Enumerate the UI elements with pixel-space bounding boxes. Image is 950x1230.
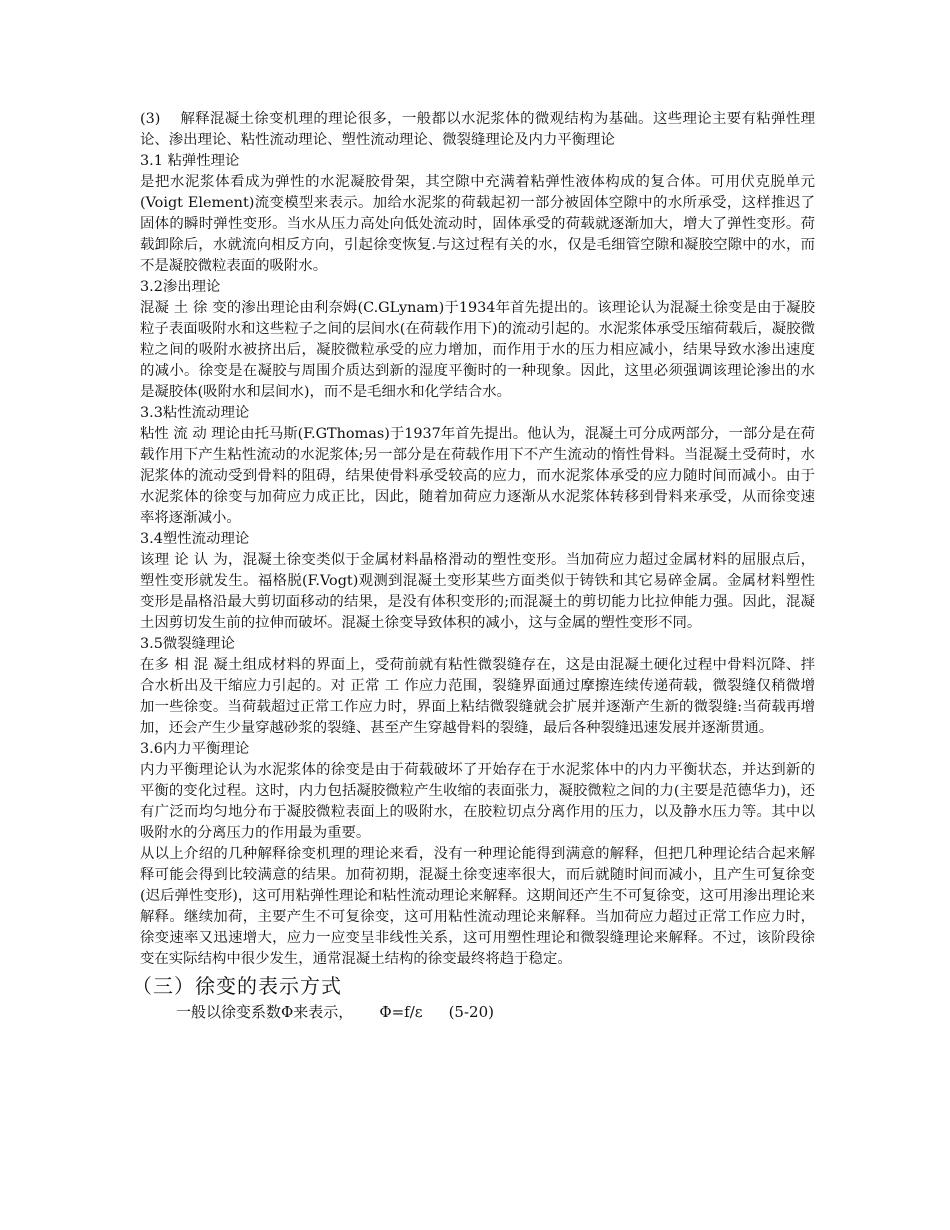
summary-paragraph: 从以上介绍的几种解释徐变机理的理论来看，没有一种理论能得到满意的解释，但把几种理论结合起来解释可能会得到比较满意的结果。加荷初期，混凝土徐变速率很大，而后就随时间而减小，且产生可复徐变(迟后弹性变形)，这可用粘弹性理论和粘性流动理论来解释。这期间还产生不可复徐变，这可用渗出理论来解释。继续加荷，主要产生不可复徐变，这可用粘性流动理论来解释。当加荷应力超过正常工作应力时，徐变速率又迅速增大，应力一应变呈非线性关系，这可用塑性理论和微裂缝理论来解释。不过，该阶段徐变在实际结构中很少发生，通常混凝土结构的徐变最终将趋于稳定。 (140, 846, 815, 967)
section-text-3-3: 粘性 流 动 理论由托马斯(F.GThomas)于1937年首先提出。他认为，混凝土可分成两部分，一部分是在荷载作用下产生粘性流动的水泥浆体;另一部分是在荷载作用下不产生流动的惰性骨料。当混凝土受荷时，水泥浆体的流动受到骨料的阻碍，结果使骨料承受较高的应力，而水泥浆体承受的应力随时间而减小。由于水泥浆体的徐变与加荷应力成正比，因此，随着加荷应力逐渐从水泥浆体转移到骨料来承受，从而徐变速率将逐渐减小。 (140, 426, 815, 526)
formula-text: 一般以徐变系数Φ来表示， (176, 1003, 354, 1021)
section-heading-3-5: 3.5微裂缝理论 (140, 636, 235, 652)
section-title: （三）徐变的表示方式 (132, 974, 342, 998)
section-heading-3-4: 3.4塑性流动理论 (140, 531, 250, 547)
formula-equation: Φ=f/ε (379, 1003, 423, 1021)
section-heading-3-3: 3.3粘性流动理论 (140, 405, 250, 421)
section-text-3-6: 内力平衡理论认为水泥浆体的徐变是由于荷载破坏了开始存在于水泥浆体中的内力平衡状态，并达到新的平衡的变化过程。这时，内力包括凝胶微粒产生收缩的表面张力，凝胶微粒之间的力(主要是范德华力)，还有广泛而均匀地分布于凝胶微粒表面上的吸附水，在胶粒切点分离作用的压力，以及静水压力等。其中以吸附水的分离压力的作用最为重要。 (140, 762, 815, 841)
formula-number: (5-20) (448, 1003, 494, 1021)
section-heading-3-1: 3.1 粘弹性理论 (140, 153, 240, 169)
section-heading-3-2: 3.2渗出理论 (140, 279, 221, 295)
section-text-3-5: 在多 相 混 凝土组成材料的界面上，受荷前就有粘性微裂缝存在，这是由混凝土硬化过程中骨料沉降、拌合水析出及干缩应力引起的。对 正常 工 作应力范围，裂缝界面通过摩擦连续传递荷载，微裂缝仅稍微增加一些徐变。当荷载超过正常工作应力时，界面上粘结微裂缝就会扩展并逐渐产生新的微裂缝:当荷载再增加，还会产生少量穿越砂浆的裂缝、甚至产生穿越骨料的裂缝，最后各种裂缝迅速发展并逐渐贯通。 (140, 657, 815, 736)
document-body (132, 109, 815, 1023)
formula-line (176, 1001, 815, 1023)
section-heading-3-6: 3.6内力平衡理论 (140, 741, 250, 757)
section-text-3-1: 是把水泥浆体看成为弹性的水泥凝胶骨架，其空隙中充满着粘弹性液体构成的复合体。可用伏克脱单元(Voigt Element)流变模型来表示。加给水泥浆的荷载起初一部分被固体空隙中的水所承受，这样推迟了固体的瞬时弹性变形。当水从压力高处向低处流动时，固体承受的荷载就逐渐加大，增大了弹性变形。荷载卸除后，水就流向相反方向，引起徐变恢复.与这过程有关的水，仅是毛细管空隙和凝胶空隙中的水，而不是凝胶微粒表面的吸附水。 (140, 174, 815, 274)
section-text-3-2: 混凝 土 徐 变的渗出理论由利奈姆(C.GLynam)于1934年首先提出的。该理论认为混凝土徐变是由于凝胶粒子表面吸附水和这些粒子之间的层间水(在荷载作用下)的流动引起的。水泥浆体承受压缩荷载后，凝胶微粒之间的吸附水被挤出后，凝胶微粒承受的应力增加，而作用于水的压力相应减小，结果导致水渗出速度的减小。徐变是在凝胶与周围介质达到新的湿度平衡时的一种现象。因此，这里必须强调该理论渗出的水是凝胶体(吸附水和层间水)，而不是毛细水和化学结合水。 (140, 300, 815, 400)
intro-paragraph: (3) 解释混凝土徐变机理的理论很多，一般都以水泥浆体的微观结构为基础。这些理论主要有粘弹性理论、渗出理论、粘性流动理论、塑性流动理论、微裂缝理论及内力平衡理论 (140, 111, 815, 148)
section-text-3-4: 该理 论 认 为，混凝土徐变类似于金属材料晶格滑动的塑性变形。当加荷应力超过金属材料的屈服点后，塑性变形就发生。福格脱(F.Vogt)观测到混凝土变形某些方面类似于铸铁和其它易碎金属。金属材料塑性变形是晶格沿最大剪切面移动的结果，是没有体积变形的;而混凝土的剪切能力比拉伸能力强。因此，混凝土因剪切发生前的拉伸而破坏。混凝土徐变导致体积的减小，这与金属的塑性变形不同。 (140, 552, 815, 631)
